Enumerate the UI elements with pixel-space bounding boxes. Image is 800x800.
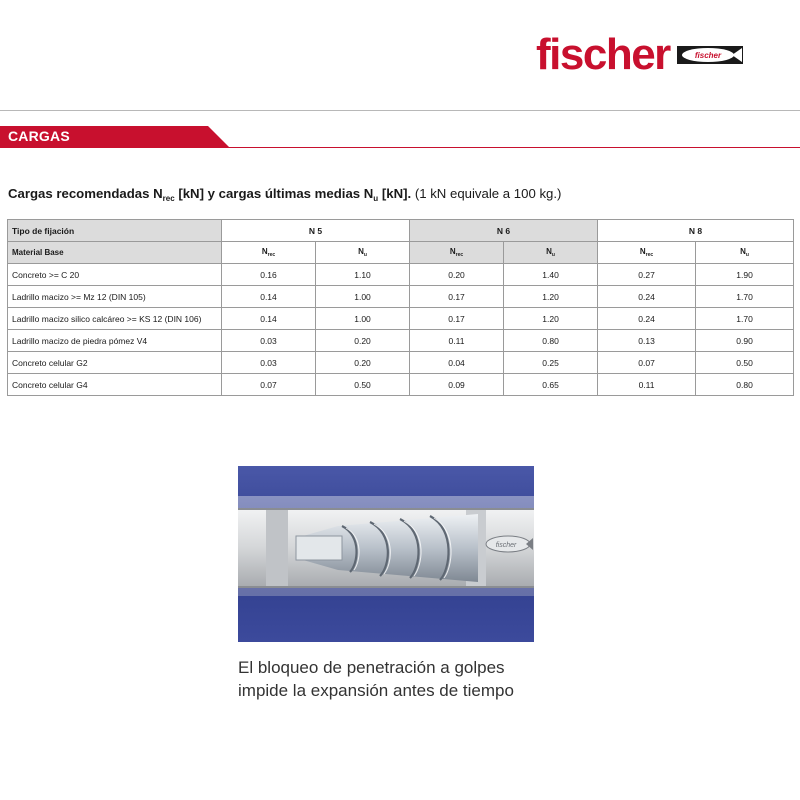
section-title: CARGAS: [8, 128, 70, 144]
brand-wordmark: fischer: [536, 30, 670, 79]
table-cell: 0.50: [696, 352, 794, 374]
table-cell: 0.04: [410, 352, 504, 374]
table-cell: 0.80: [696, 374, 794, 396]
group-header-n8: N 8: [598, 220, 794, 242]
table-cell: 0.20: [410, 264, 504, 286]
loads-table: [7, 219, 794, 396]
table-cell: 0.80: [504, 330, 598, 352]
table-cell: 1.00: [316, 308, 410, 330]
row-label: Concreto >= C 20: [8, 264, 222, 286]
table-cell: 1.00: [316, 286, 410, 308]
header-divider: [0, 110, 800, 111]
caption-line-1: El bloqueo de penetración a golpes: [238, 658, 505, 677]
table-cell: 0.27: [598, 264, 696, 286]
table-cell: 0.11: [598, 374, 696, 396]
material-base-header: Material Base: [8, 242, 222, 264]
table-cell: 0.07: [222, 374, 316, 396]
table-cell: 1.90: [696, 264, 794, 286]
section-underline: [0, 147, 800, 148]
table-cell: 0.24: [598, 286, 696, 308]
heading-part2: [kN] y cargas últimas medias N: [174, 186, 374, 201]
fixing-type-header: Tipo de fijación: [8, 220, 222, 242]
subheader-n8-nrec: $N_{rec}$: [598, 242, 696, 264]
table-cell: 1.70: [696, 308, 794, 330]
table-cell: 1.20: [504, 286, 598, 308]
table-cell: 0.90: [696, 330, 794, 352]
table-cell: 0.07: [598, 352, 696, 374]
table-row: [8, 352, 794, 374]
table-row: [8, 330, 794, 352]
heading-part3: [kN].: [378, 186, 412, 201]
fish-logo-icon: [676, 43, 744, 67]
figure-badge-text: fischer: [495, 542, 517, 549]
heading-sub1: rec: [162, 194, 175, 203]
heading-sub2: u: [373, 194, 379, 203]
table-row: [8, 308, 794, 330]
table-heading: [8, 186, 561, 203]
table-cell: 0.03: [222, 352, 316, 374]
sleeve-segment: [266, 510, 288, 586]
table-cell: 0.11: [410, 330, 504, 352]
table-cell: 1.10: [316, 264, 410, 286]
table-row: [8, 286, 794, 308]
row-label: Concreto celular G4: [8, 374, 222, 396]
group-header-n5: N 5: [222, 220, 410, 242]
row-label: Ladrillo macizo silico calcáreo >= KS 12 (DIN 106): [8, 308, 222, 330]
figure-caption: [238, 656, 578, 702]
table-cell: 1.70: [696, 286, 794, 308]
table-subheader-row: [8, 242, 794, 264]
brand-logo: [536, 30, 776, 80]
row-label: Ladrillo macizo de piedra pómez V4: [8, 330, 222, 352]
table-cell: 0.20: [316, 330, 410, 352]
table-row: [8, 374, 794, 396]
table-cell: 0.65: [504, 374, 598, 396]
table-cell: 0.13: [598, 330, 696, 352]
subheader-n6-nrec: $N_{rec}$: [410, 242, 504, 264]
anchor-cutaway-illustration: [238, 466, 534, 642]
table-cell: 0.17: [410, 308, 504, 330]
table-cell: 0.24: [598, 308, 696, 330]
table-cell: 0.17: [410, 286, 504, 308]
table-cell: 0.03: [222, 330, 316, 352]
table-cell: 0.20: [316, 352, 410, 374]
subheader-n5-nu: $N_u$: [316, 242, 410, 264]
heading-part1: Cargas recomendadas N: [8, 186, 163, 201]
table-cell: 1.20: [504, 308, 598, 330]
table-row: [8, 264, 794, 286]
heading-note: (1 kN equivale a 100 kg.): [411, 186, 562, 201]
subheader-n5-nrec: $N_{rec}$: [222, 242, 316, 264]
subheader-n6-nu: $N_u$: [504, 242, 598, 264]
table-cell: 0.09: [410, 374, 504, 396]
row-label: Ladrillo macizo >= Mz 12 (DIN 105): [8, 286, 222, 308]
group-header-n6: N 6: [410, 220, 598, 242]
screw-tip: [296, 536, 342, 560]
table-cell: 0.25: [504, 352, 598, 374]
table-group-header-row: [8, 220, 794, 242]
logo-badge-text: fischer: [694, 51, 721, 60]
table-cell: 1.40: [504, 264, 598, 286]
table-cell: 0.50: [316, 374, 410, 396]
table-cell: 0.14: [222, 308, 316, 330]
caption-line-2: impide la expansión antes de tiempo: [238, 681, 514, 700]
table-cell: 0.16: [222, 264, 316, 286]
subheader-n8-nu: $N_u$: [696, 242, 794, 264]
row-label: Concreto celular G2: [8, 352, 222, 374]
table-cell: 0.14: [222, 286, 316, 308]
